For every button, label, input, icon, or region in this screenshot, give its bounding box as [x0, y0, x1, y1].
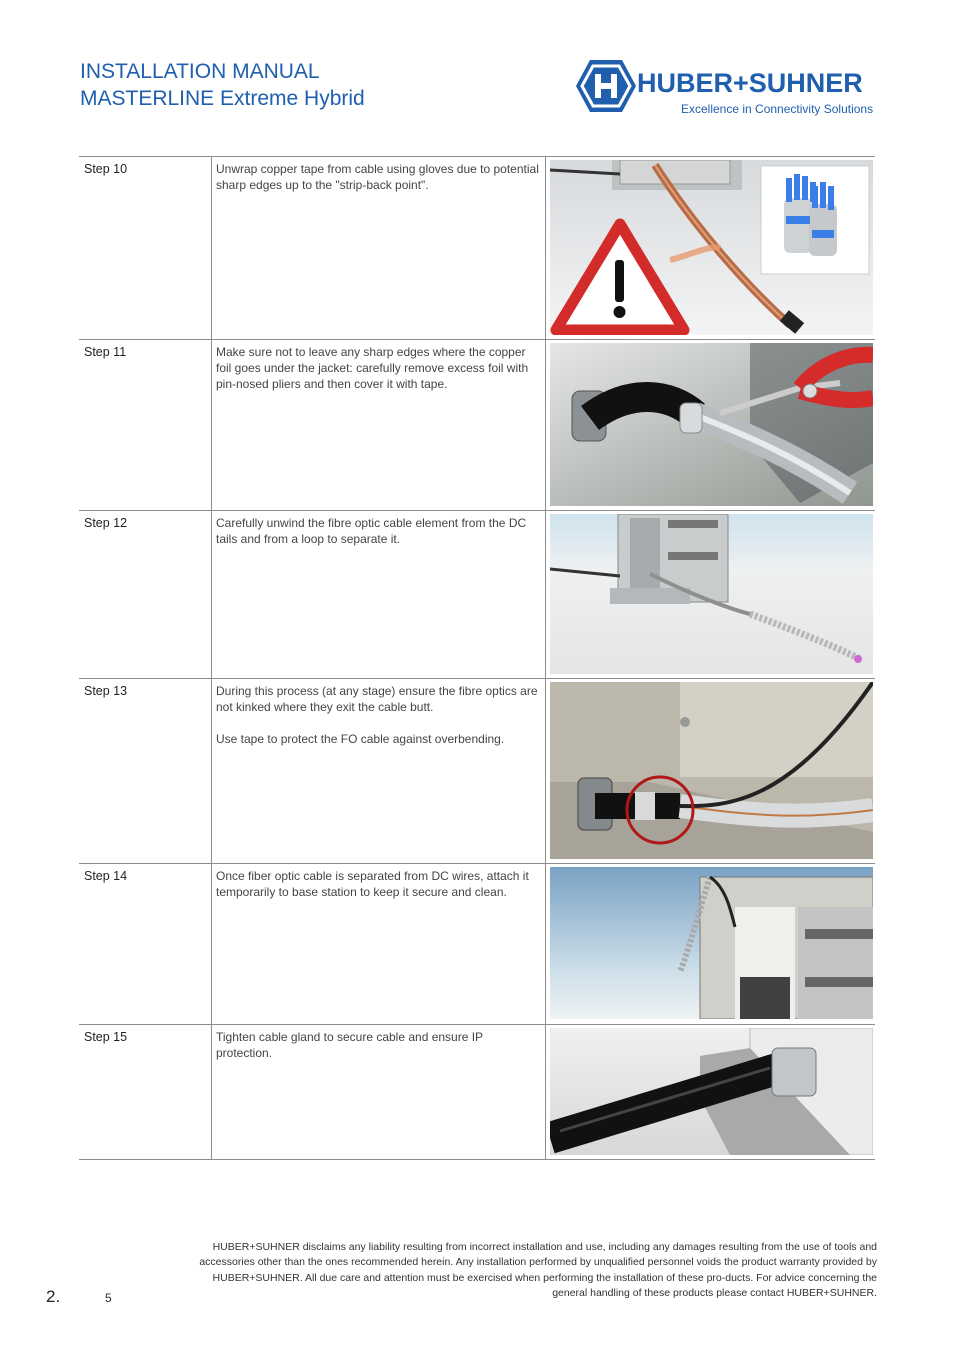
logo-brand: HUBER+SUHNER — [637, 68, 863, 98]
step-14-image — [550, 867, 873, 1019]
step-text: Unwrap copper tape from cable using gloves due to potential sharp edges up to the "strip-back point". — [216, 162, 539, 192]
step-text: Tighten cable gland to secure cable and ensure IP protection. — [216, 1030, 483, 1060]
step-10-image — [550, 160, 873, 335]
table-row — [79, 511, 875, 679]
table-row — [79, 157, 875, 340]
step-11-image — [550, 343, 873, 506]
table-row — [79, 679, 875, 864]
step-13-image — [550, 682, 873, 859]
page-number: 5 — [105, 1291, 112, 1305]
title-line-2: MASTERLINE Extreme Hybrid — [80, 87, 365, 110]
logo-tagline: Excellence in Connectivity Solutions — [681, 102, 874, 116]
step-15-image — [550, 1028, 873, 1155]
table-row — [79, 864, 875, 1025]
title-line-1: INSTALLATION MANUAL — [80, 60, 320, 83]
step-12-image — [550, 514, 873, 674]
step-label: Step 14 — [84, 869, 128, 883]
step-text: Carefully unwind the fibre optic cable element from the DC tails and from a loop to separate it. — [216, 516, 527, 546]
step-label: Step 13 — [84, 684, 128, 698]
step-label: Step 15 — [84, 1030, 128, 1044]
table-row — [79, 340, 875, 511]
table-row — [79, 1025, 875, 1160]
disclaimer: HUBER+SUHNER disclaims any liability resulting from incorrect installation and use, including any damages resulting from the use of tools and accessories other than the ones recommended herein. Any installation performed by unqualified personnel voids the product warranty provided by HUBER+SUHNER. All due care and attention must be exercised when performing the installation of these pro-ducts. For advice concerning the general handling of these products please contact HUBER+SUHNER. — [199, 1241, 877, 1299]
step-text: During this process (at any stage) ensure the fibre optics are not kinked where they exit the cable butt. — [216, 684, 538, 714]
step-label: Step 10 — [84, 162, 128, 176]
steps-table — [79, 156, 875, 1160]
hexagon-h-icon — [575, 58, 637, 114]
step-label: Step 11 — [84, 345, 127, 359]
step-text: Use tape to protect the FO cable against overbending. — [216, 732, 505, 746]
step-label: Step 12 — [84, 516, 128, 530]
document-title — [80, 58, 365, 112]
step-text: Make sure not to leave any sharp edges where the copper foil goes under the jacket: carefully remove excess foil with pin-nosed pliers and then cover it with tape. — [216, 345, 529, 391]
step-text: Once fiber optic cable is separated from DC wires, attach it temporarily to base station to keep it secure and clean. — [216, 869, 529, 899]
huber-suhner-logo — [575, 58, 875, 120]
chapter-number: 2. — [46, 1287, 61, 1306]
